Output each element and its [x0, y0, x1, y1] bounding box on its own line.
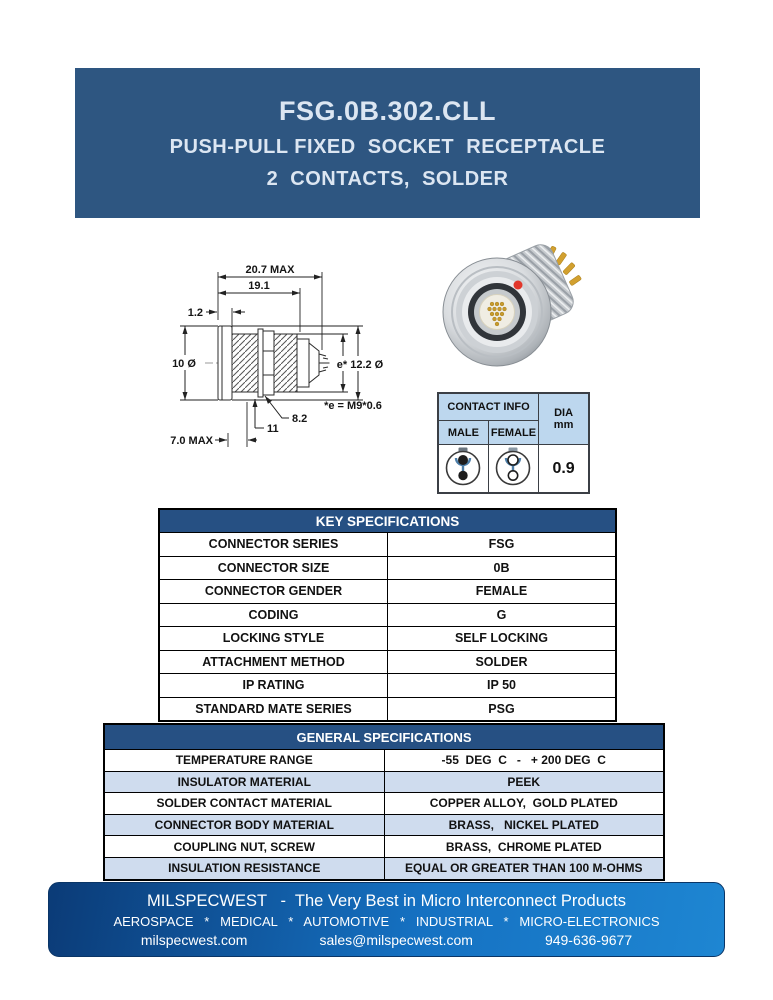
table-row: [159, 627, 616, 651]
footer-industries: AEROSPACE * MEDICAL * AUTOMOTIVE * INDUSTRIAL * MICRO-ELECTRONICS: [113, 913, 660, 929]
spec-value: BRASS, NICKEL PLATED: [384, 814, 664, 836]
general-specs-title: GENERAL SPECIFICATIONS: [104, 724, 664, 750]
thread-note: *e = M9*0.6: [324, 400, 382, 412]
key-specs-table: [158, 508, 617, 722]
table-row: [104, 771, 664, 793]
table-row: [159, 697, 616, 721]
contact-info-table: [437, 392, 590, 494]
dia-mm-header: [539, 393, 589, 445]
dim-body-length: 19.1: [248, 280, 270, 292]
table-row: [159, 674, 616, 698]
spec-value: COPPER ALLOY, GOLD PLATED: [384, 793, 664, 815]
male-column-header: MALE: [438, 421, 488, 445]
connector-body-outline: [218, 326, 329, 400]
dia-label: DIA: [554, 407, 574, 419]
footer-tagline: MILSPECWEST - The Very Best in Micro Interconnect Products: [147, 891, 626, 910]
male-contact-icon: [441, 445, 485, 489]
footer-contact-row: [49, 932, 724, 948]
spec-value: PEEK: [384, 771, 664, 793]
spec-value: BRASS, CHROME PLATED: [384, 836, 664, 858]
connector-face: [443, 258, 551, 366]
dim-e-diameter: e* 12.2 Ø: [336, 359, 384, 371]
dim-11: 11: [267, 423, 279, 435]
spec-label: CONNECTOR BODY MATERIAL: [104, 814, 384, 836]
table-row: [104, 750, 664, 772]
product-description-line1: PUSH-PULL FIXED SOCKET RECEPTACLE: [169, 135, 606, 158]
footer-banner: [48, 882, 725, 957]
table-row: [104, 836, 664, 858]
female-contact-icon: [491, 445, 535, 489]
spec-label: INSULATOR MATERIAL: [104, 771, 384, 793]
spec-value: -55 DEG C - + 200 DEG C: [384, 750, 664, 772]
spec-label: TEMPERATURE RANGE: [104, 750, 384, 772]
table-row: [159, 603, 616, 627]
contact-info-header: CONTACT INFO: [438, 393, 539, 421]
spec-value: EQUAL OR GREATER THAN 100 M-OHMS: [384, 857, 664, 879]
male-contact-cell: [438, 445, 488, 494]
spec-label: LOCKING STYLE: [159, 627, 388, 651]
dimension-drawing-svg: [125, 250, 425, 465]
dim-8-2: 8.2: [292, 413, 308, 425]
footer-phone: 949-636-9677: [544, 931, 633, 948]
spec-label: CONNECTOR SIZE: [159, 556, 388, 580]
footer-website: milspecwest.com: [140, 931, 248, 948]
product-description-line2: 2 CONTACTS, SOLDER: [266, 167, 509, 190]
spec-label: COUPLING NUT, SCREW: [104, 836, 384, 858]
general-specs-table: [103, 723, 665, 881]
dim-flange-thickness: 1.2: [187, 307, 203, 319]
spec-value: FEMALE: [388, 580, 617, 604]
header-banner: [75, 68, 700, 218]
spec-label: CODING: [159, 603, 388, 627]
spec-label: STANDARD MATE SERIES: [159, 697, 388, 721]
connector-photo-svg: [425, 244, 595, 372]
mm-label: mm: [553, 419, 574, 431]
dim-width-max: 20.7 MAX: [245, 264, 295, 276]
spec-label: SOLDER CONTACT MATERIAL: [104, 793, 384, 815]
table-row: [159, 650, 616, 674]
table-row: [159, 580, 616, 604]
connector-photo: [425, 244, 595, 372]
spec-value: PSG: [388, 697, 617, 721]
spec-label: IP RATING: [159, 674, 388, 698]
table-row: [159, 533, 616, 557]
spec-label: INSULATION RESISTANCE: [104, 857, 384, 879]
spec-value: SOLDER: [388, 650, 617, 674]
red-index-dot: [514, 281, 523, 290]
dim-panel-max: 7.0 MAX: [170, 435, 213, 447]
spec-label: CONNECTOR SERIES: [159, 533, 388, 557]
female-column-header: FEMALE: [488, 421, 538, 445]
spec-value: IP 50: [388, 674, 617, 698]
table-row: [104, 857, 664, 879]
part-number-title: FSG.0B.302.CLL: [278, 95, 497, 126]
footer-email: sales@milspecwest.com: [319, 931, 473, 948]
female-contact-cell: [488, 445, 538, 494]
table-row: [104, 793, 664, 815]
table-row: [104, 814, 664, 836]
dim-body-diameter: 10 Ø: [172, 358, 196, 370]
dia-value-cell: 0.9: [539, 445, 589, 494]
spec-value: 0B: [388, 556, 617, 580]
spec-value: SELF LOCKING: [388, 627, 617, 651]
spec-label: ATTACHMENT METHOD: [159, 650, 388, 674]
spec-label: CONNECTOR GENDER: [159, 580, 388, 604]
spec-value: G: [388, 603, 617, 627]
table-row: [159, 556, 616, 580]
technical-drawing: [125, 250, 425, 465]
spec-value: FSG: [388, 533, 617, 557]
key-specs-title: KEY SPECIFICATIONS: [159, 509, 616, 533]
